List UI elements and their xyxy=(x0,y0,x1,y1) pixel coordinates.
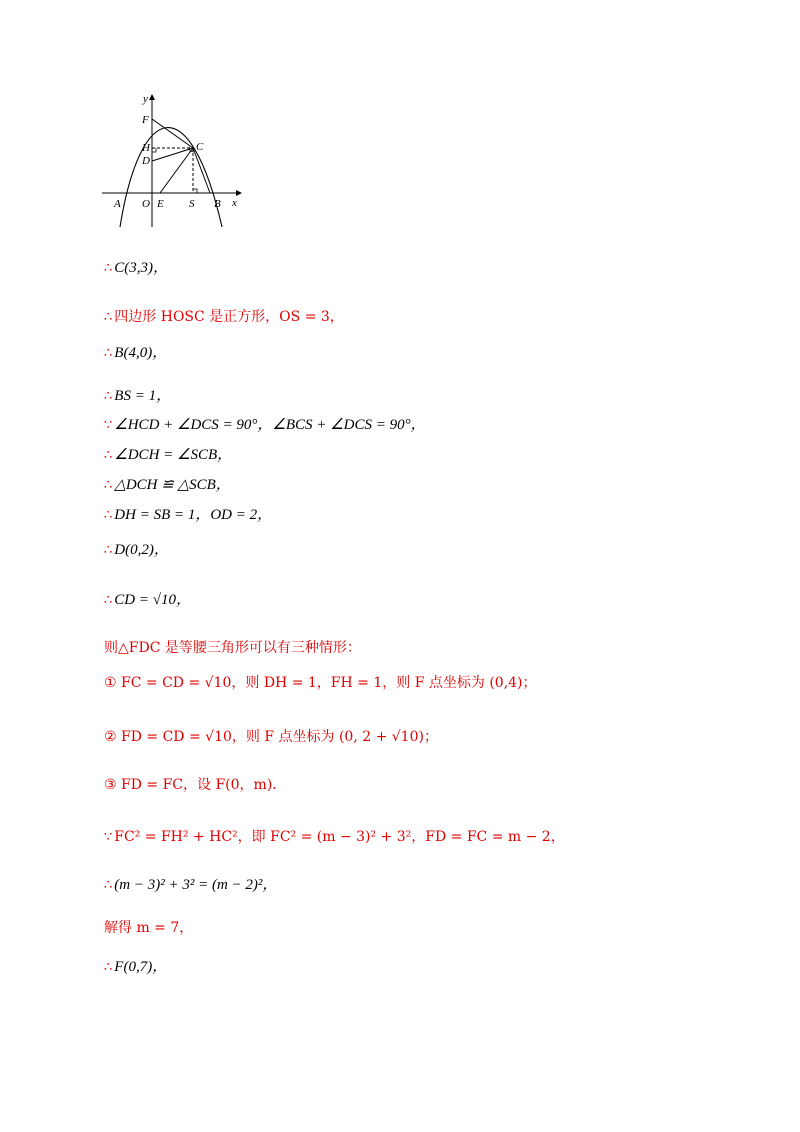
line-text: 解得 m = 7， xyxy=(104,920,194,936)
right-angle-s xyxy=(193,189,197,193)
label-y: y xyxy=(143,93,148,105)
prefix-symbol: ③ xyxy=(104,777,117,793)
label-f: F xyxy=(142,114,149,126)
line-text: D(0,2)， xyxy=(114,542,169,558)
label-h: H xyxy=(142,142,150,154)
solution-line xyxy=(104,386,171,407)
label-e: E xyxy=(157,198,164,210)
solution-line xyxy=(104,727,438,747)
parabola-figure xyxy=(100,92,250,232)
line-text: ∠HCD + ∠DCS = 90°，∠BCS + ∠DCS = 90°， xyxy=(114,417,426,433)
prefix-symbol: ∴ xyxy=(104,310,113,325)
solution-line xyxy=(104,957,167,978)
x-axis-arrow xyxy=(236,190,242,196)
label-c: C xyxy=(196,141,204,153)
segment-ec xyxy=(160,148,193,193)
solution-line xyxy=(104,638,361,658)
line-text: 四边形 HOSC 是正方形，OS = 3， xyxy=(114,309,344,325)
prefix-symbol: ∵ xyxy=(104,418,113,433)
line-text: FC = CD = √10，则 DH = 1，FH = 1，则 F 点坐标为 (0,4)； xyxy=(121,675,537,691)
line-text: B(4,0)， xyxy=(114,345,168,361)
solution-line xyxy=(104,475,231,496)
line-text: ∠DCH = ∠SCB， xyxy=(114,447,233,463)
solution-line xyxy=(104,540,169,561)
label-a: A xyxy=(114,198,121,210)
line-text: BS = 1， xyxy=(114,388,172,404)
prefix-symbol: ∴ xyxy=(104,593,113,608)
line-text: C(3,3)， xyxy=(114,260,169,276)
prefix-symbol: ∴ xyxy=(104,543,113,558)
prefix-symbol: ∴ xyxy=(104,389,113,404)
prefix-symbol: ∴ xyxy=(104,448,113,463)
solution-line xyxy=(104,415,426,436)
y-axis-arrow xyxy=(149,94,155,100)
prefix-symbol: ∴ xyxy=(104,261,113,276)
line-text: FC² = FH² + HC²，即 FC² = (m − 3)² + 3²，FD = FC = m − 2， xyxy=(114,829,565,845)
prefix-symbol: ② xyxy=(104,729,117,745)
prefix-symbol: ∴ xyxy=(104,878,113,893)
solution-line xyxy=(104,307,344,328)
solution-line xyxy=(104,590,191,611)
line-text: FD = FC，设 F(0，m)． xyxy=(121,777,287,793)
label-b: B xyxy=(214,198,221,210)
label-x: x xyxy=(232,197,237,209)
prefix-symbol: ∵ xyxy=(104,830,113,845)
line-text: (m − 3)² + 3² = (m − 2)²， xyxy=(114,877,278,893)
solution-line xyxy=(104,775,286,795)
solution-line xyxy=(104,673,537,693)
line-text: 则△FDC 是等腰三角形可以有三种情形： xyxy=(104,640,361,656)
solution-line xyxy=(104,343,167,364)
prefix-symbol: ① xyxy=(104,675,117,691)
prefix-symbol: ∴ xyxy=(104,508,113,523)
solution-line xyxy=(104,258,168,279)
segment-dc xyxy=(152,148,193,161)
solution-line xyxy=(104,918,193,938)
prefix-symbol: ∴ xyxy=(104,960,113,975)
label-s: S xyxy=(189,198,195,210)
solution-line xyxy=(104,505,272,526)
line-text: DH = SB = 1，OD = 2， xyxy=(114,507,273,523)
solution-line xyxy=(104,827,565,848)
solution-line xyxy=(104,445,232,466)
line-text: CD = √10， xyxy=(114,592,191,608)
segment-cb xyxy=(193,148,210,193)
label-d: D xyxy=(142,155,150,167)
label-o: O xyxy=(142,198,150,210)
solution-line xyxy=(104,875,277,896)
prefix-symbol: ∴ xyxy=(104,478,113,493)
prefix-symbol: ∴ xyxy=(104,346,113,361)
line-text: F(0,7)， xyxy=(114,959,168,975)
segment-fc xyxy=(152,119,193,148)
line-text: FD = CD = √10，则 F 点坐标为 (0, 2 + √10)； xyxy=(121,729,438,745)
right-angle-h xyxy=(152,148,156,152)
line-text: △DCH ≌ △SCB， xyxy=(114,477,231,493)
